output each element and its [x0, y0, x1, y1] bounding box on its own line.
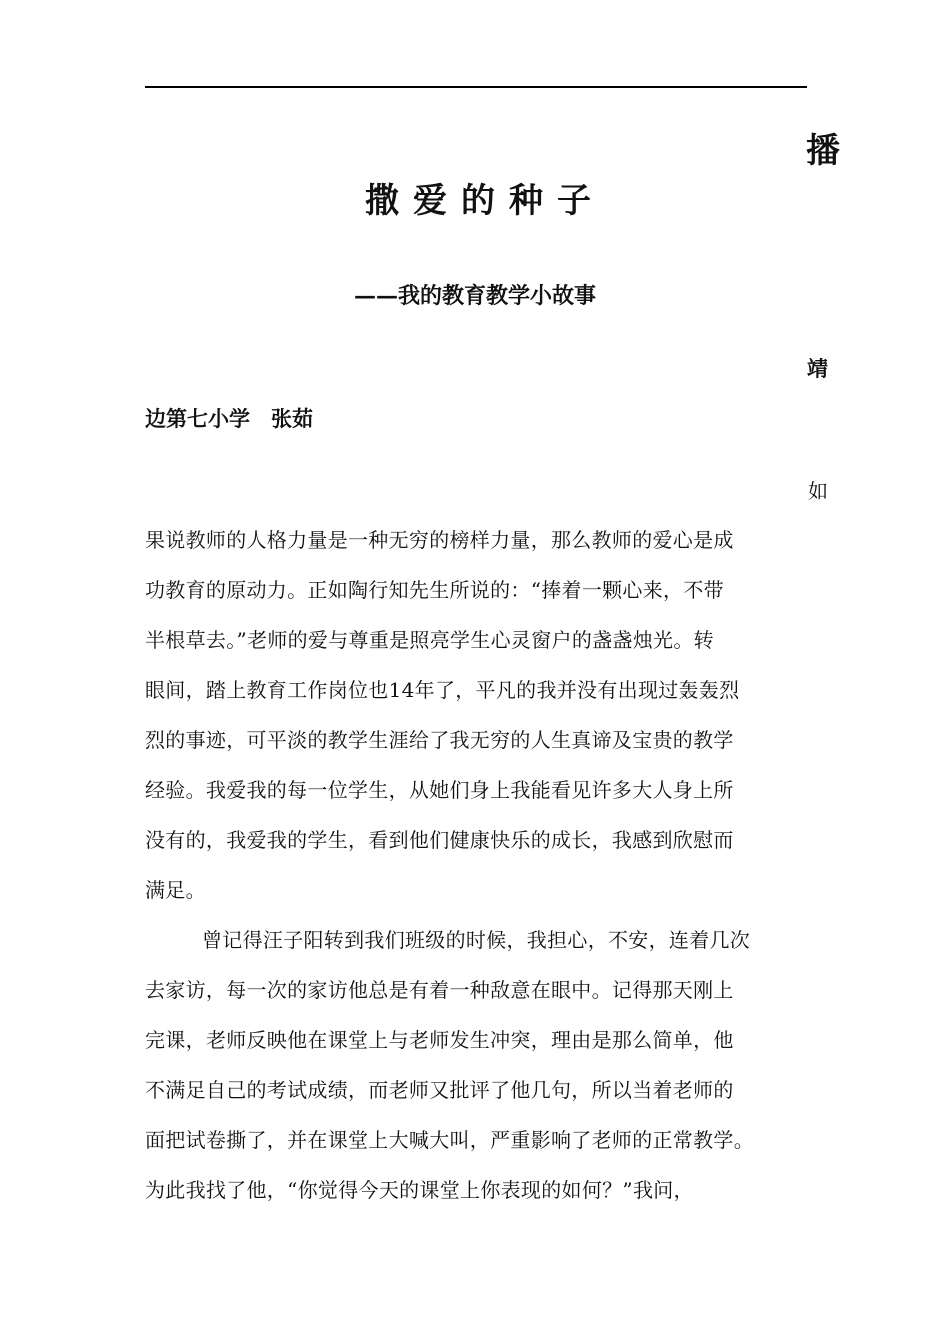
document-subtitle: ——我的教育教学小故事	[353, 283, 596, 309]
paragraph-line: 半根草去。”老师的爱与尊重是照亮学生心灵窗户的盏盏烛光。转	[145, 628, 714, 652]
paragraph-line: 为此我找了他，“你觉得今天的课堂上你表现的如何？”我问，	[145, 1178, 694, 1202]
title-first-character: 播	[806, 131, 840, 171]
author-first-character: 靖	[807, 356, 828, 381]
paragraph-line: 曾记得汪子阳转到我们班级的时候，我担心，不安，连着几次	[202, 928, 751, 952]
paragraph-line: 完课，老师反映他在课堂上与老师发生冲突，理由是那么简单，他	[145, 1028, 734, 1052]
paragraph-line: 烈的事迹，可平淡的教学生涯给了我无穷的人生真谛及宝贵的教学	[145, 728, 734, 752]
paragraph-line: 功教育的原动力。正如陶行知先生所说的：“捧着一颗心来，不带	[145, 578, 724, 602]
header-rule	[145, 86, 807, 88]
paragraph-line: 经验。我爱我的每一位学生，从她们身上我能看见许多大人身上所	[145, 778, 734, 802]
author-line: 边第七小学 张茹	[145, 406, 313, 431]
paragraph-line: 面把试卷撕了，并在课堂上大喊大叫，严重影响了老师的正常教学。	[145, 1128, 754, 1152]
paragraph-line: 眼间，踏上教育工作岗位也14年了，平凡的我并没有出现过轰轰烈	[145, 678, 740, 702]
paragraph-line: 果说教师的人格力量是一种无穷的榜样力量，那么教师的爱心是成	[145, 528, 734, 552]
paragraph-line: 去家访，每一次的家访他总是有着一种敌意在眼中。记得那天刚上	[145, 978, 734, 1002]
document-title: 撒爱的种子	[365, 181, 605, 221]
paragraph-line: 不满足自己的考试成绩，而老师又批评了他几句，所以当着老师的	[145, 1078, 734, 1102]
paragraph-first-character: 如	[808, 479, 828, 503]
paragraph-line: 满足。	[145, 878, 206, 902]
paragraph-line: 没有的，我爱我的学生，看到他们健康快乐的成长，我感到欣慰而	[145, 828, 734, 852]
